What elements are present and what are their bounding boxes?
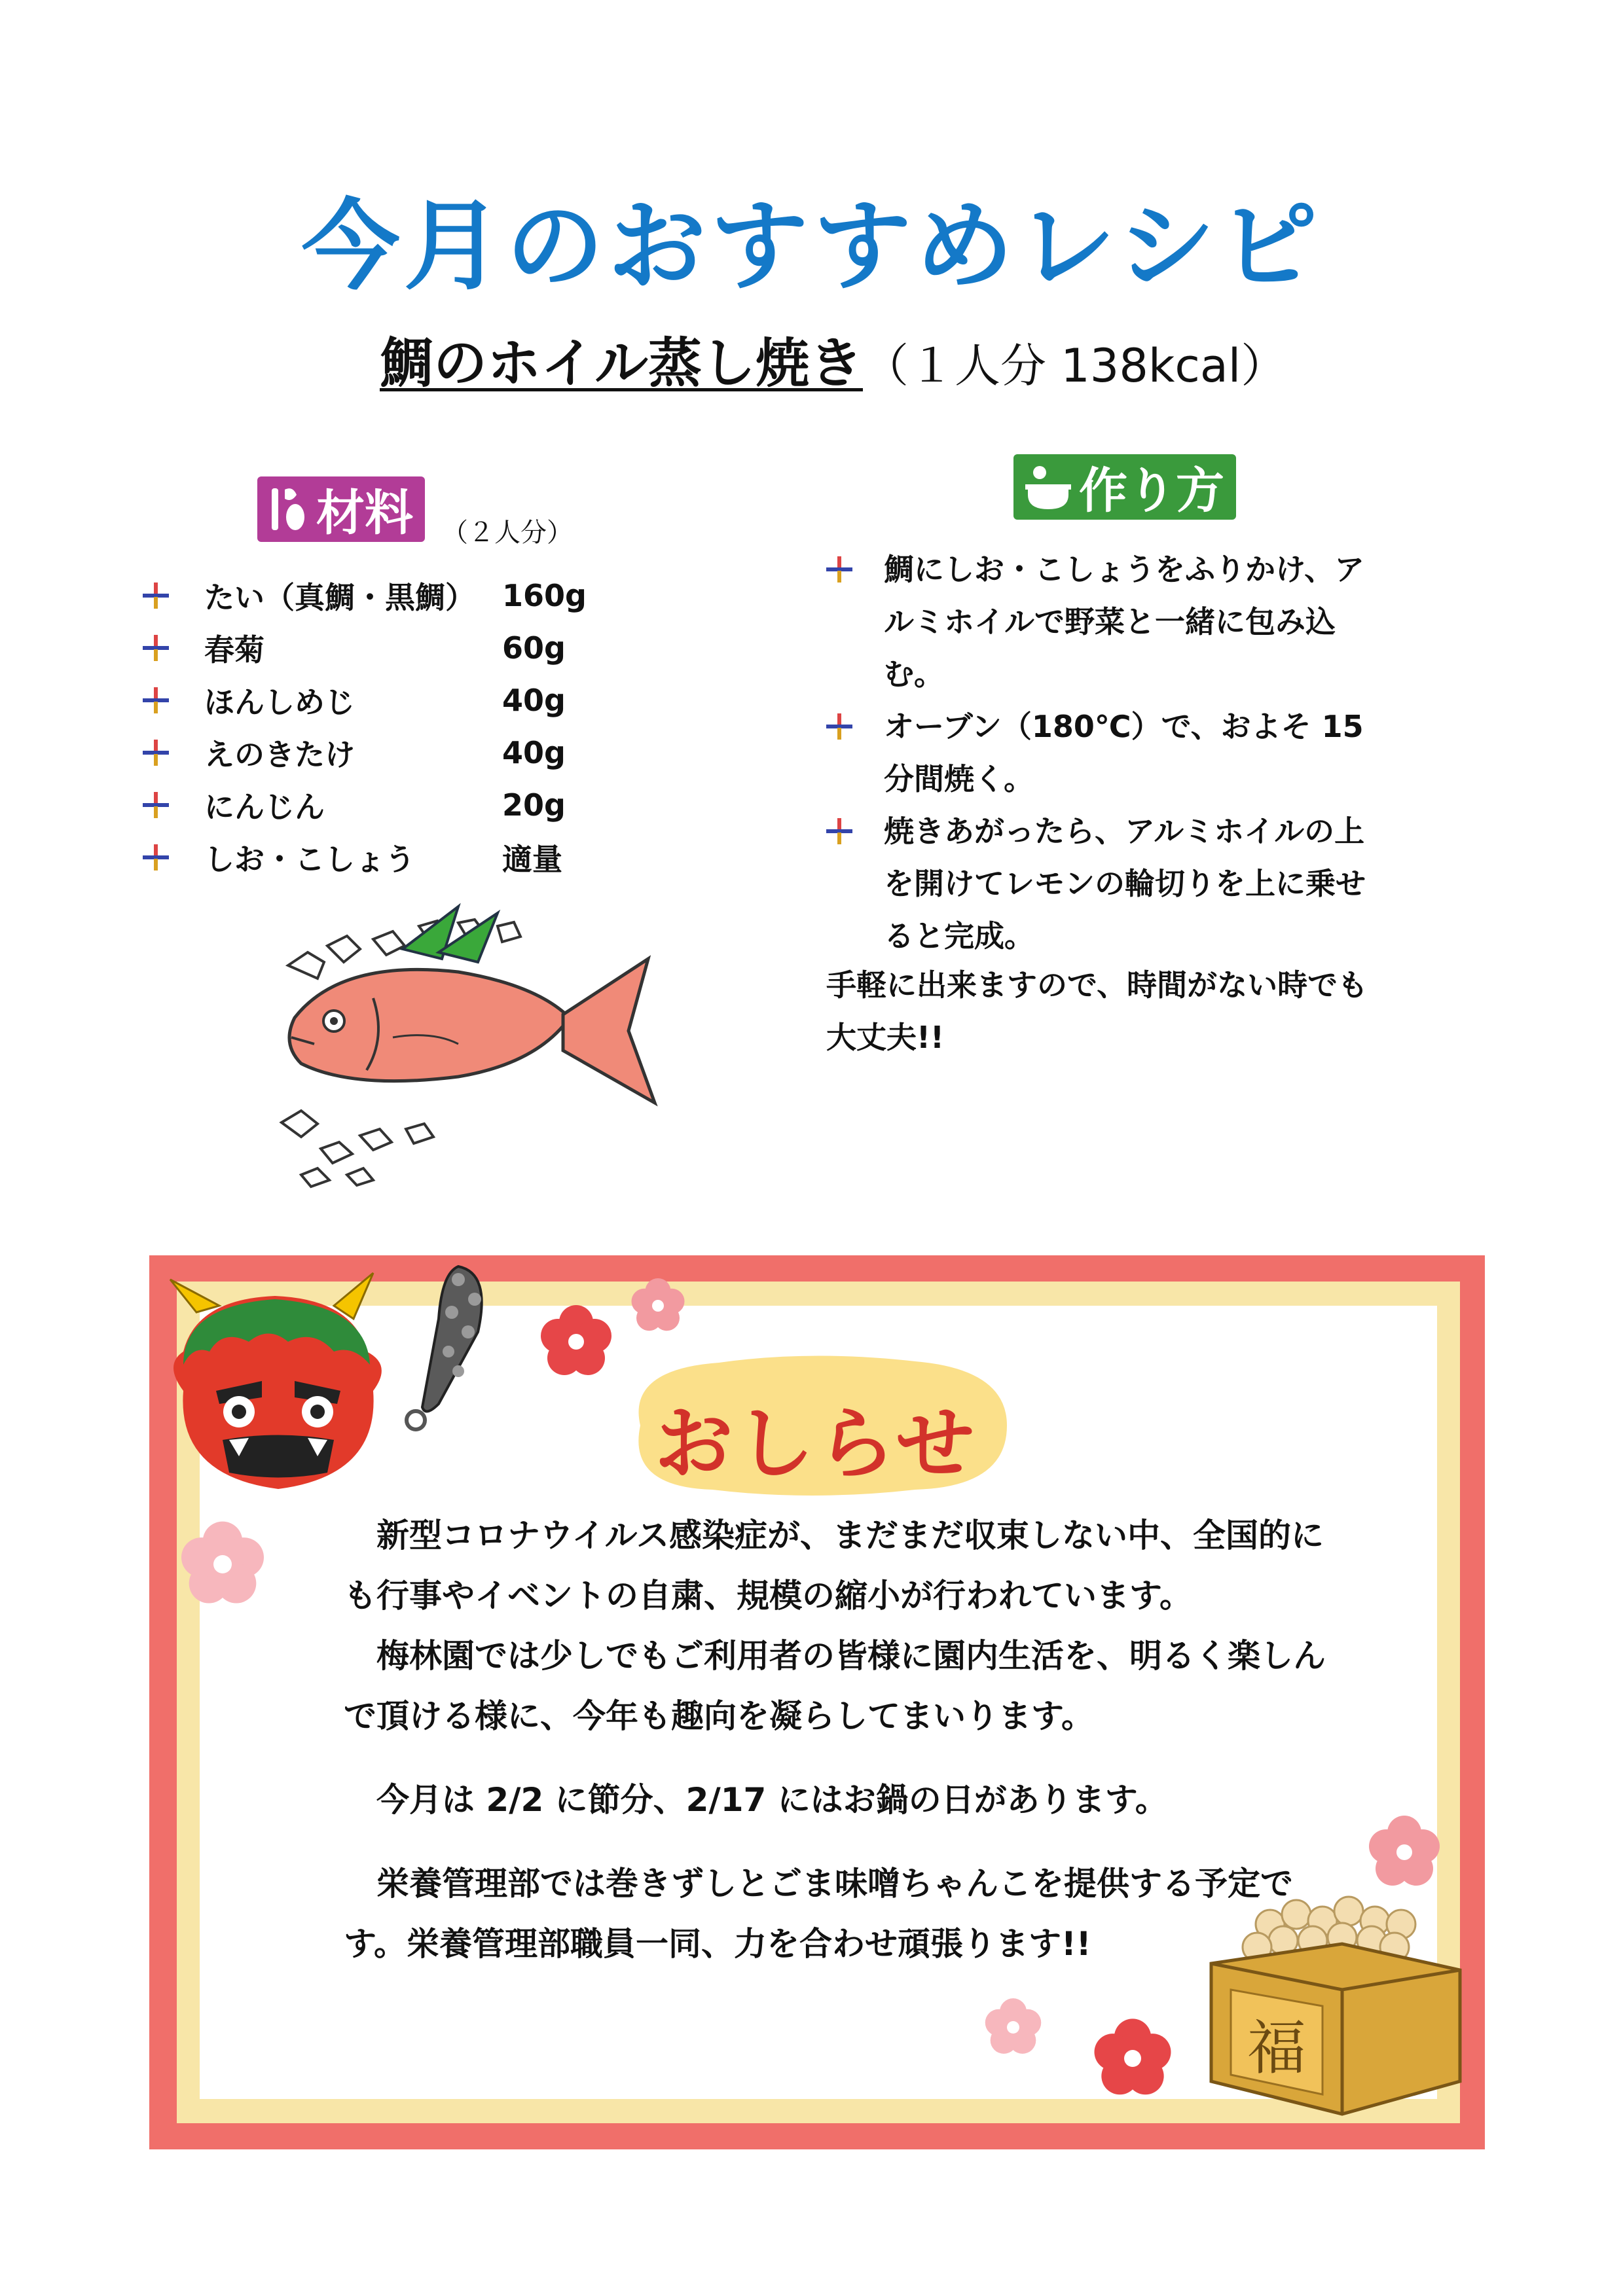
bullet-icon	[143, 740, 169, 766]
ingredients-label	[257, 476, 425, 542]
bullet-icon	[826, 818, 852, 844]
ingredients-label-text: 材料	[316, 485, 413, 541]
notice-paragraph: 今月は 2/2 に節分、2/17 にはお鍋の日があります。	[344, 1781, 1168, 1819]
recipe-name: 鯛のホイル蒸し焼き	[380, 332, 864, 395]
ingredient-amount: 40g	[502, 735, 566, 770]
recipe-title	[380, 321, 1286, 397]
method-label	[1013, 454, 1236, 520]
bean-masu-box-illustration	[1198, 1885, 1473, 2127]
masu-label: 福	[1247, 2014, 1306, 2083]
servings: （２人分）	[442, 518, 573, 548]
list-item	[143, 831, 640, 884]
recipe-note: 手軽に出来ますので、時間がない時でも大丈夫!!	[826, 967, 1368, 1055]
plum-blossom-icon	[982, 1996, 1044, 2058]
method-label-text: 作り方	[1079, 463, 1224, 519]
step-text: オーブン（180℃）で、およそ 15 分間焼く。	[884, 709, 1364, 797]
list-item	[826, 543, 1389, 700]
list-item	[143, 779, 640, 831]
bullet-icon	[826, 556, 852, 583]
notice-paragraph: 新型コロナウイルス感染症が、まだまだ収束しない中、全国的にも行事やイベントの自粛、規模の縮小が行われています。	[344, 1516, 1324, 1615]
ingredient-amount: 60g	[502, 630, 566, 666]
step-text: 焼きあがったら、アルミホイルの上を開けてレモンの輪切りを上に乗せると完成。	[884, 814, 1366, 954]
notice-heading: おしらせ	[654, 1399, 977, 1490]
ingredient-name: しお・こしょう	[204, 842, 415, 877]
sea-bream-illustration	[262, 887, 668, 1194]
notice-body	[344, 1505, 1339, 1974]
notice-paragraph: 梅林園では少しでもご利用者の皆様に園内生活を、明るく楽しんで頂ける様に、今年も趣向を凝らしてまいります。	[344, 1637, 1326, 1735]
ingredient-amount: 適量	[502, 842, 562, 877]
bullet-icon	[143, 583, 169, 609]
step-text: 鯛にしお・こしょうをふりかけ、アルミホイルで野菜と一緒に包み込む。	[884, 552, 1365, 692]
bullet-icon	[143, 687, 169, 713]
page-title: 今月のおすすめレシピ	[301, 190, 1322, 304]
plum-blossom-icon	[177, 1518, 268, 1610]
method-steps	[826, 543, 1389, 962]
plum-blossom-icon	[537, 1302, 615, 1381]
list-item	[143, 726, 640, 779]
ingredient-name: えのきたけ	[204, 737, 355, 772]
ingredient-amount: 20g	[502, 787, 566, 823]
bullet-icon	[143, 635, 169, 661]
list-item	[143, 622, 640, 674]
ingredient-amount: 160g	[502, 578, 587, 613]
ingredient-name: ほんしめじ	[204, 685, 355, 720]
ingredients-icon	[269, 484, 308, 534]
bullet-icon	[826, 713, 852, 740]
bullet-icon	[143, 844, 169, 870]
list-item	[143, 674, 640, 726]
plum-blossom-icon	[1365, 1813, 1444, 1892]
ingredient-name: にんじん	[204, 789, 325, 825]
cooking-pot-icon	[1025, 462, 1071, 512]
oni-demon-illustration	[157, 1266, 399, 1502]
ingredient-name: 春菊	[204, 632, 264, 668]
list-item	[826, 805, 1389, 962]
kanabo-club-icon	[386, 1253, 504, 1437]
notice-heading-bubble	[614, 1350, 1017, 1501]
plum-blossom-icon	[1090, 2016, 1175, 2101]
bullet-icon	[143, 792, 169, 818]
list-item	[143, 569, 640, 622]
list-item	[826, 700, 1389, 805]
plum-blossom-icon	[629, 1276, 687, 1335]
ingredient-amount: 40g	[502, 683, 566, 718]
ingredient-name: たい（真鯛・黒鯛）	[204, 580, 475, 615]
notice-paragraph: 栄養管理部では巻きずしとごま味噌ちゃんこを提供する予定です。栄養管理部職員一同、力を合わせ頑張ります!!	[344, 1865, 1293, 1963]
ingredients-list	[143, 569, 640, 884]
recipe-calories: （１人分 138kcal）	[863, 339, 1287, 393]
